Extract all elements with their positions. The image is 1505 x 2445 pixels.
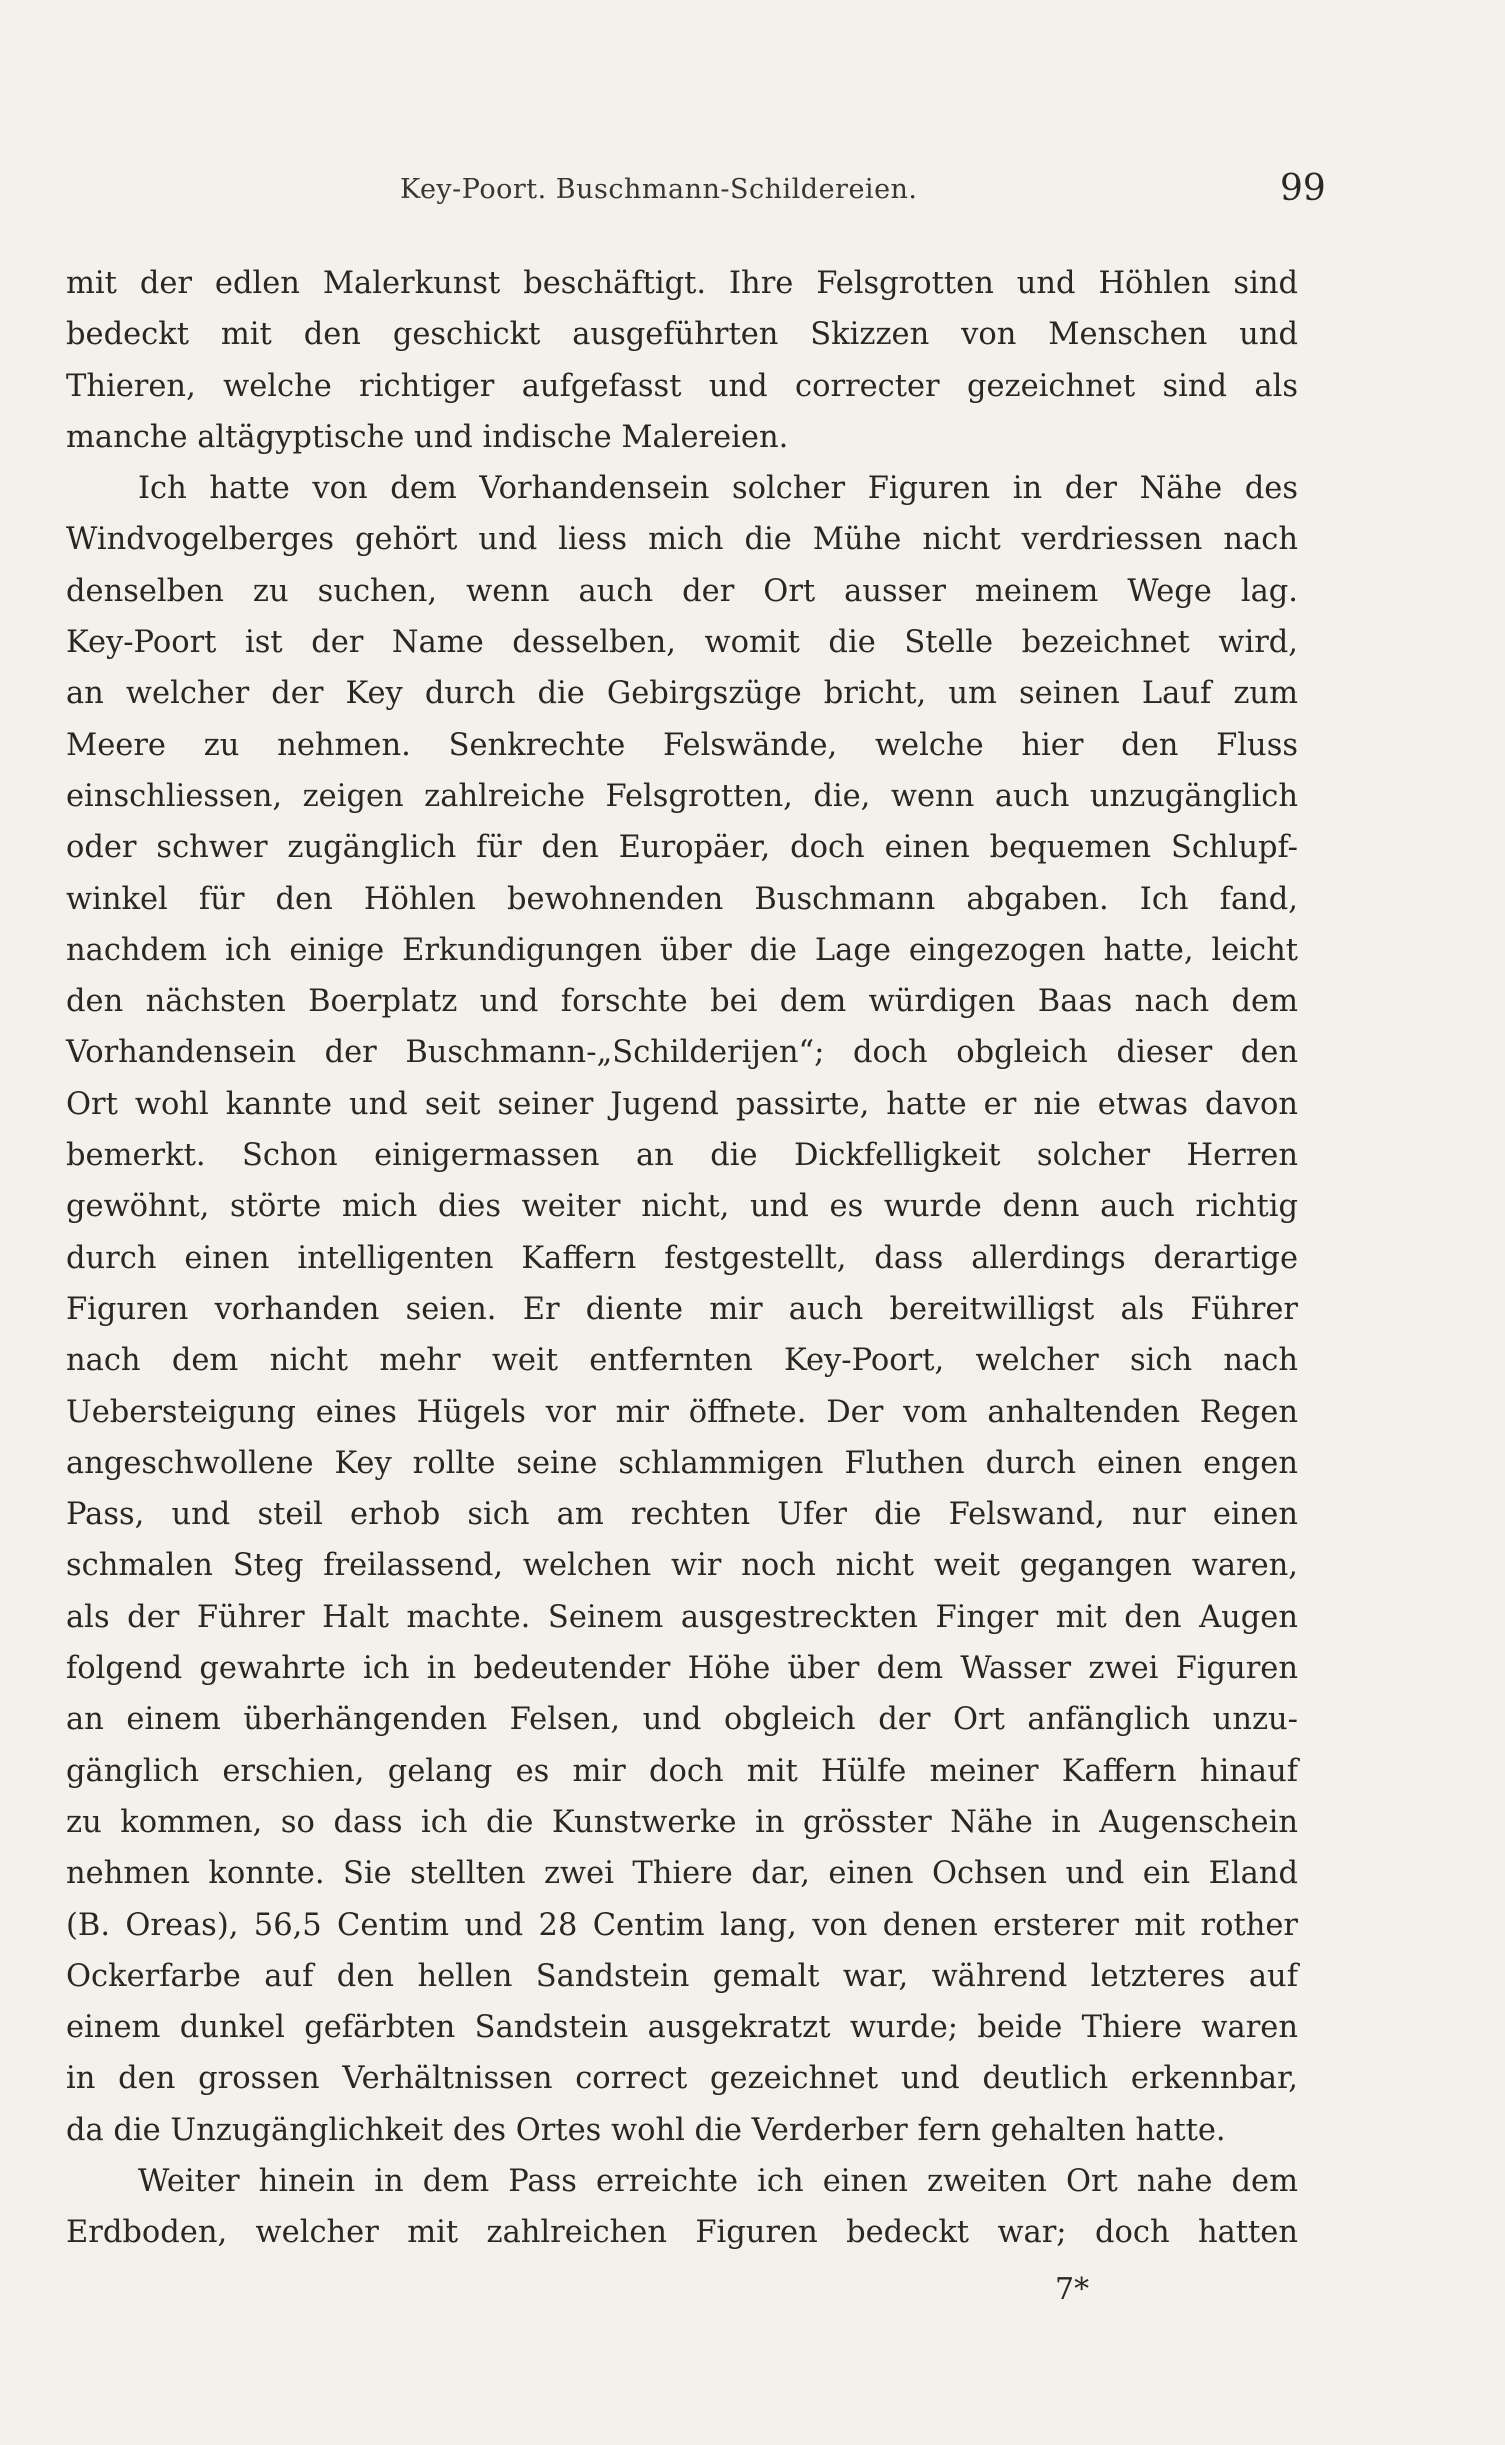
- text-line: den nächsten Boerplatz und forschte bei dem würdigen Baas nach dem: [66, 984, 1298, 1020]
- text-line: durch einen intelligenten Kaffern festgestellt, dass allerdings derartige: [66, 1240, 1298, 1276]
- text-line: Figuren vorhanden seien. Er diente mir auch bereitwilligst als Führer: [66, 1291, 1298, 1327]
- signature-mark: 7*: [1055, 2272, 1090, 2307]
- text-line: da die Unzugänglichkeit des Ortes wohl die Verderber fern gehalten hatte.: [66, 2112, 1226, 2148]
- text-line: an welcher der Key durch die Gebirgszüge bricht, um seinen Lauf zum: [66, 676, 1298, 712]
- text-line: Key-Poort ist der Name desselben, womit die Stelle bezeichnet wird,: [66, 625, 1298, 661]
- text-line: gewöhnt, störte mich dies weiter nicht, und es wurde denn auch richtig: [66, 1189, 1298, 1225]
- text-line: schmalen Steg freilassend, welchen wir noch nicht weit gegangen waren,: [66, 1548, 1298, 1584]
- page-header: [400, 168, 1326, 218]
- text-line: angeschwollene Key rollte seine schlammigen Fluthen durch einen engen: [66, 1445, 1298, 1481]
- text-line: Windvogelberges gehört und liess mich die Mühe nicht verdriessen nach: [66, 522, 1298, 558]
- text-line: mit der edlen Malerkunst beschäftigt. Ihre Felsgrotten und Höhlen sind: [66, 266, 1298, 301]
- text-line: Vorhandensein der Buschmann-„Schilderijen“; doch obgleich dieser den: [66, 1035, 1298, 1071]
- text-line: Uebersteigung eines Hügels vor mir öffnete. Der vom anhaltenden Regen: [66, 1394, 1298, 1430]
- body-text: [66, 258, 1298, 2259]
- text-line: Thieren, welche richtiger aufgefasst und correcter gezeichnet sind als: [66, 368, 1298, 404]
- text-line: Ort wohl kannte und seit seiner Jugend passirte, hatte er nie etwas davon: [66, 1086, 1298, 1122]
- text-line: gänglich erschien, gelang es mir doch mit Hülfe meiner Kaffern hinauf: [66, 1753, 1298, 1789]
- text-line: einschliessen, zeigen zahlreiche Felsgrotten, die, wenn auch unzugänglich: [66, 778, 1298, 814]
- text-line: Weiter hinein in dem Pass erreichte ich einen zweiten Ort nahe dem: [138, 2163, 1298, 2199]
- text-line: nehmen konnte. Sie stellten zwei Thiere dar, einen Ochsen und ein Eland: [66, 1856, 1298, 1892]
- text-line: nach dem nicht mehr weit entfernten Key-Poort, welcher sich nach: [66, 1343, 1298, 1379]
- text-line: in den grossen Verhältnissen correct gezeichnet und deutlich erkennbar,: [66, 2061, 1298, 2097]
- text-line: Meere zu nehmen. Senkrechte Felswände, welche hier den Fluss: [66, 727, 1298, 763]
- running-head: Key-Poort. Buschmann-Schildereien.: [400, 174, 918, 205]
- text-line: Erdboden, welcher mit zahlreichen Figuren bedeckt war; doch hatten: [66, 2215, 1298, 2251]
- text-line: winkel für den Höhlen bewohnenden Buschmann abgaben. Ich fand,: [66, 881, 1298, 917]
- text-line: einem dunkel gefärbten Sandstein ausgekratzt wurde; beide Thiere waren: [66, 2010, 1298, 2046]
- text-line: (B. Oreas), 56,5 Centim und 28 Centim lang, von denen ersterer mit rother: [66, 1907, 1298, 1943]
- text-line: bedeckt mit den geschickt ausgeführten Skizzen von Menschen und: [66, 317, 1298, 353]
- text-line: manche altägyptische und indische Malereien.: [66, 419, 789, 455]
- text-line: Pass, und steil erhob sich am rechten Ufer die Felswand, nur einen: [66, 1497, 1298, 1533]
- text-line: nachdem ich einige Erkundigungen über die Lage eingezogen hatte, leicht: [66, 932, 1298, 968]
- text-line: Ockerfarbe auf den hellen Sandstein gemalt war, während letzteres auf: [66, 1958, 1298, 1994]
- text-line: Ich hatte von dem Vorhandensein solcher Figuren in der Nähe des: [138, 471, 1298, 507]
- text-line: oder schwer zugänglich für den Europäer, doch einen bequemen Schlupf-: [66, 830, 1298, 866]
- text-line: an einem überhängenden Felsen, und obgleich der Ort anfänglich unzu-: [66, 1702, 1298, 1738]
- text-line: bemerkt. Schon einigermassen an die Dickfelligkeit solcher Herren: [66, 1138, 1298, 1174]
- text-line: als der Führer Halt machte. Seinem ausgestreckten Finger mit den Augen: [66, 1599, 1298, 1635]
- page-number: 99: [1280, 168, 1326, 209]
- text-line: folgend gewahrte ich in bedeutender Höhe über dem Wasser zwei Figuren: [66, 1651, 1298, 1687]
- text-line: denselben zu suchen, wenn auch der Ort ausser meinem Wege lag.: [66, 573, 1298, 609]
- text-line: zu kommen, so dass ich die Kunstwerke in grösster Nähe in Augenschein: [66, 1804, 1298, 1840]
